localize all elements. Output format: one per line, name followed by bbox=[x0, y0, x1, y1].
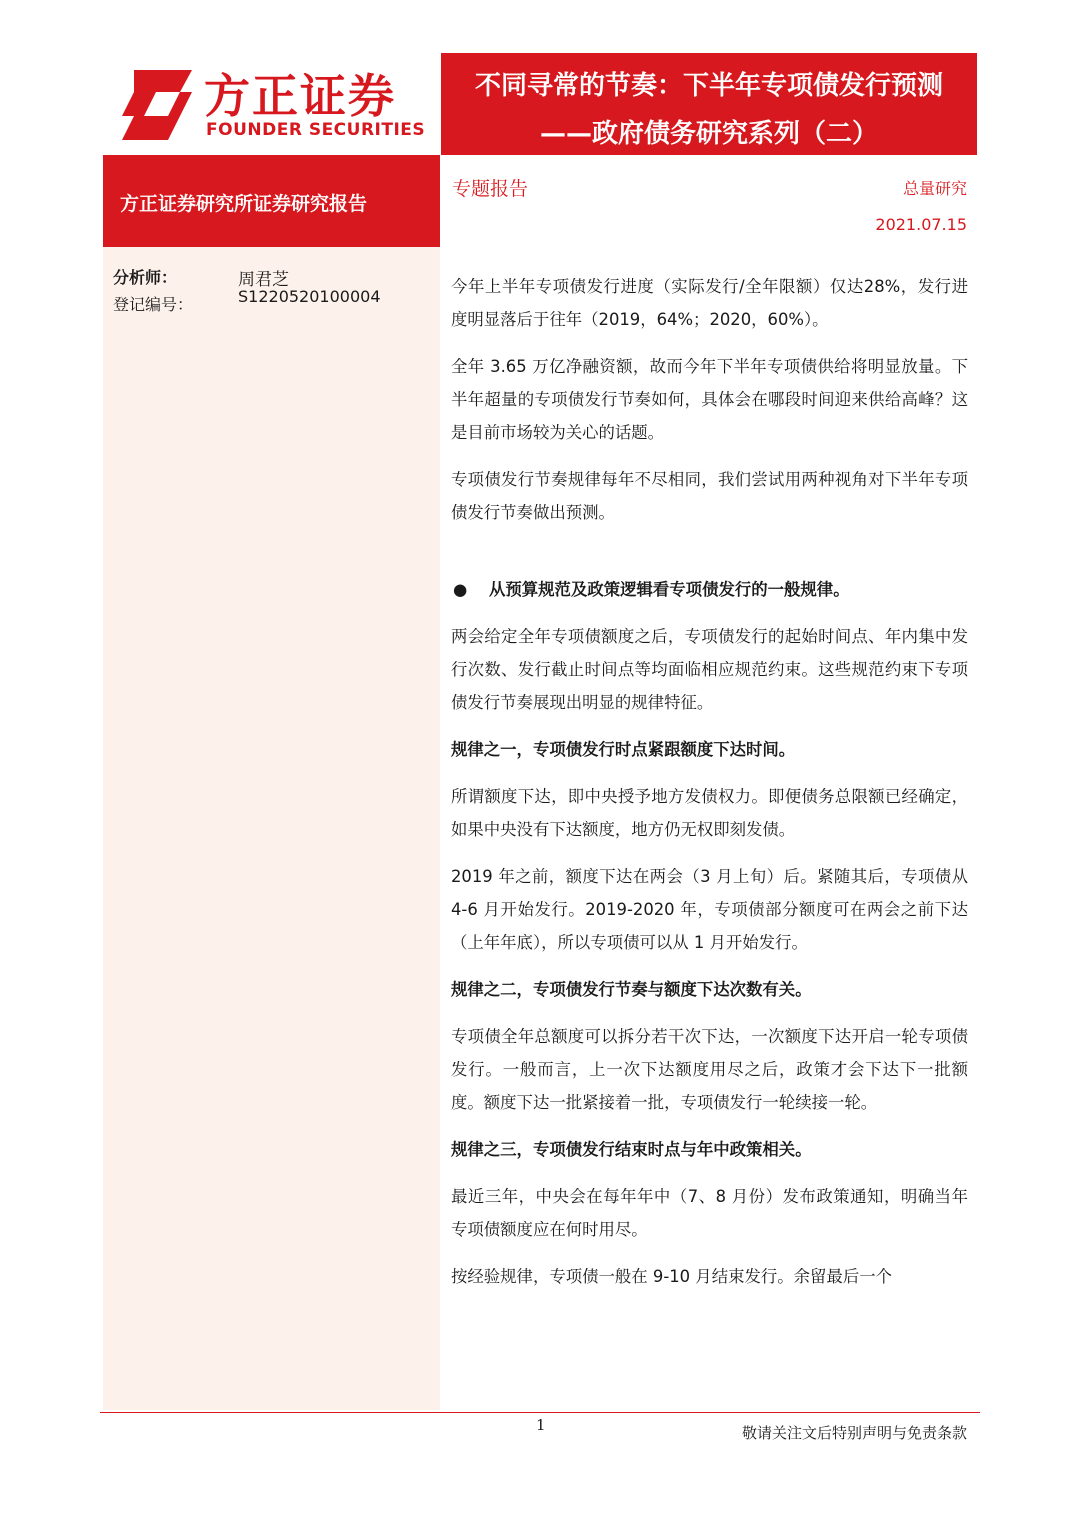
report-type: 专题报告 bbox=[452, 178, 529, 200]
rule-heading-1: 规律之一，专项债发行时点紧跟额度下达时间。 bbox=[451, 740, 796, 759]
institute-banner bbox=[103, 155, 440, 247]
page-number: 1 bbox=[536, 1416, 546, 1434]
bullet-icon: ● bbox=[453, 580, 468, 599]
report-subtitle: ——政府债务研究系列（二） bbox=[539, 119, 878, 149]
sidebar-panel bbox=[103, 247, 440, 1410]
report-title: 不同寻常的节奏：下半年专项债发行预测 bbox=[474, 71, 943, 101]
report-category: 总量研究 bbox=[902, 179, 967, 198]
paragraph: 全年 3.65 万亿净融资额，故而今年下半年专项债供给将明显放量。下半年超量的专项债发行节奏如何，具体会在哪段时间迎来供给高峰？这是目前市场较为关心的话题。 bbox=[451, 357, 968, 442]
analyst-name: 周君芝 bbox=[238, 270, 289, 290]
paragraph: 专项债全年总额度可以拆分若干次下达，一次额度下达开启一轮专项债发行。一般而言，上一次下达额度用尽之后，政策才会下达下一批额度。额度下达一批紧接着一批，专项债发行一轮续接一轮。 bbox=[451, 1027, 968, 1112]
paragraph: 按经验规律，专项债一般在 9-10 月结束发行。余留最后一个 bbox=[451, 1267, 892, 1286]
registration-number: S1220520100004 bbox=[238, 287, 381, 306]
paragraph: 2019 年之前，额度下达在两会（3 月上旬）后。紧随其后，专项债从 4-6 月开始发行。2019-2020 年，专项债部分额度可在两会之前下达（上年年底），所以专项债可以从 1 月开始发行。 bbox=[451, 867, 968, 952]
institute-name: 方正证券研究所证券研究报告 bbox=[120, 193, 368, 215]
paragraph: 两会给定全年专项债额度之后，专项债发行的起始时间点、年内集中发行次数、发行截止时间点等均面临相应规范约束。这些规范约束下专项债发行节奏展现出明显的规律特征。 bbox=[451, 627, 968, 712]
registration-label: 登记编号： bbox=[113, 295, 194, 314]
report-body bbox=[451, 270, 968, 1307]
paragraph: 最近三年，中央会在每年年中（7、8 月份）发布政策通知，明确当年专项债额度应在何时用尽。 bbox=[451, 1187, 968, 1239]
paragraph: 专项债发行节奏规律每年不尽相同，我们尝试用两种视角对下半年专项债发行节奏做出预测。 bbox=[451, 470, 968, 522]
company-logo bbox=[118, 64, 426, 144]
report-title-box bbox=[441, 53, 977, 155]
bullet-text: 从预算规范及政策逻辑看专项债发行的一般规律。 bbox=[489, 580, 850, 599]
logo-name-cn: 方正证券 bbox=[204, 69, 396, 123]
footer-divider bbox=[100, 1412, 980, 1413]
paragraph: 今年上半年专项债发行进度（实际发行/全年限额）仅达28%，发行进度明显落后于往年（2019，64%；2020，60%）。 bbox=[451, 277, 968, 329]
footer-disclaimer: 敬请关注文后特别声明与免责条款 bbox=[741, 1424, 967, 1442]
analyst-label: 分析师： bbox=[113, 268, 178, 287]
section-bullet bbox=[451, 573, 968, 606]
logo-name-en: FOUNDER SECURITIES bbox=[206, 120, 426, 140]
rule-heading-3: 规律之三，专项债发行结束时点与年中政策相关。 bbox=[451, 1140, 812, 1159]
section-spacer bbox=[451, 543, 968, 573]
report-date: 2021.07.15 bbox=[875, 215, 967, 234]
rule-heading-2: 规律之二，专项债发行节奏与额度下达次数有关。 bbox=[451, 980, 812, 999]
paragraph: 所谓额度下达，即中央授予地方发债权力。即便债务总限额已经确定，如果中央没有下达额度，地方仍无权即刻发债。 bbox=[451, 787, 968, 839]
logo-mark-icon bbox=[122, 70, 192, 140]
